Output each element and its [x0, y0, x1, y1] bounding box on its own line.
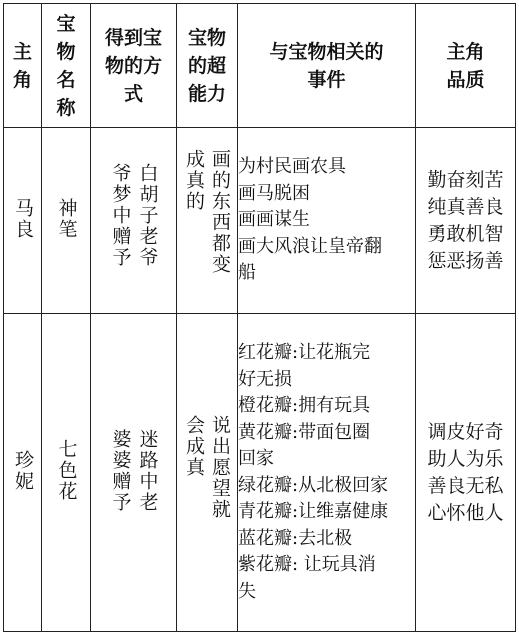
events-cell — [238, 128, 416, 314]
event-line: 绿花瓣:从北极回家 — [238, 474, 389, 496]
header-treasure-name-line: 名称 — [56, 68, 76, 119]
method-cell — [91, 314, 177, 632]
event-line: 船 — [238, 262, 256, 284]
ability-text: 说出愿望就会成真 — [183, 414, 231, 520]
header-ability — [177, 4, 238, 128]
quality-line: 勇敢机智 — [427, 222, 504, 245]
table-row — [4, 128, 516, 314]
header-treasure-name-line: 宝物 — [56, 12, 76, 63]
ability-cell — [177, 128, 238, 314]
method-text: 白胡子老爷爷梦中赠予 — [109, 162, 159, 268]
event-line: 紫花瓣: 让玩具消 — [238, 554, 376, 575]
header-events-line: 事件 — [307, 68, 346, 91]
header-method-line: 得到宝 — [104, 26, 162, 49]
header-method-line: 式 — [123, 82, 143, 105]
quality-line: 调皮好奇 — [427, 420, 504, 443]
header-quality-line: 品质 — [446, 68, 485, 91]
header-ability-line: 的超 — [187, 54, 226, 77]
method-text: 迷路中老婆婆赠予 — [109, 428, 159, 513]
header-method — [91, 4, 177, 128]
event-line: 失 — [238, 580, 256, 602]
event-line: 青花瓣:让维嘉健康 — [238, 501, 389, 522]
table-row — [4, 314, 516, 632]
event-line: 红花瓣:让花瓶完 — [238, 342, 371, 363]
header-protagonist — [4, 4, 42, 128]
event-line: 画画谋生 — [238, 209, 310, 231]
protagonist-cell — [4, 128, 42, 314]
events-cell — [238, 314, 416, 632]
header-events-line: 与宝物相关的 — [269, 40, 384, 63]
header-treasure-name — [42, 4, 91, 128]
treasure-cell — [42, 314, 91, 632]
treasure-name: 七色花 — [55, 439, 78, 502]
protagonist-name: 马良 — [12, 197, 34, 240]
quality-line: 纯真善良 — [427, 195, 504, 218]
protagonist-cell — [4, 314, 42, 632]
quality-line: 善良无私 — [427, 474, 504, 497]
header-ability-line: 宝物 — [187, 26, 226, 49]
method-cell — [91, 128, 177, 314]
event-line: 为村民画农具 — [238, 156, 346, 178]
header-quality-line: 主角 — [446, 40, 485, 63]
quality-line: 助人为乐 — [427, 447, 504, 470]
quality-cell — [416, 314, 516, 632]
header-method-line: 物的方 — [104, 54, 162, 77]
treasure-name: 神笔 — [55, 197, 78, 240]
header-protagonist-line: 角 — [12, 68, 32, 91]
event-line: 橙花瓣:拥有玩具 — [238, 395, 371, 416]
treasure-comparison-table — [3, 3, 516, 632]
header-quality — [416, 4, 516, 128]
event-line: 黄花瓣:带面包圈 — [238, 421, 371, 443]
treasure-cell — [42, 128, 91, 314]
event-line: 画马脱困 — [238, 182, 310, 204]
header-events — [238, 4, 416, 128]
header-row — [4, 4, 516, 128]
event-line: 蓝花瓣:去北极 — [238, 527, 353, 549]
header-ability-line: 能力 — [187, 82, 226, 105]
event-line: 画大风浪让皇帝翻 — [238, 235, 382, 257]
ability-text: 画的东西都变成真的 — [183, 148, 231, 275]
quality-line: 惩恶扬善 — [427, 249, 504, 272]
protagonist-name: 珍妮 — [12, 449, 34, 492]
quality-line: 勤奋刻苦 — [427, 168, 504, 191]
quality-cell — [416, 128, 516, 314]
quality-line: 心怀他人 — [427, 501, 504, 524]
event-line: 回家 — [238, 448, 274, 469]
event-line: 好无损 — [238, 368, 292, 390]
header-protagonist-line: 主 — [12, 40, 32, 63]
ability-cell — [177, 314, 238, 632]
